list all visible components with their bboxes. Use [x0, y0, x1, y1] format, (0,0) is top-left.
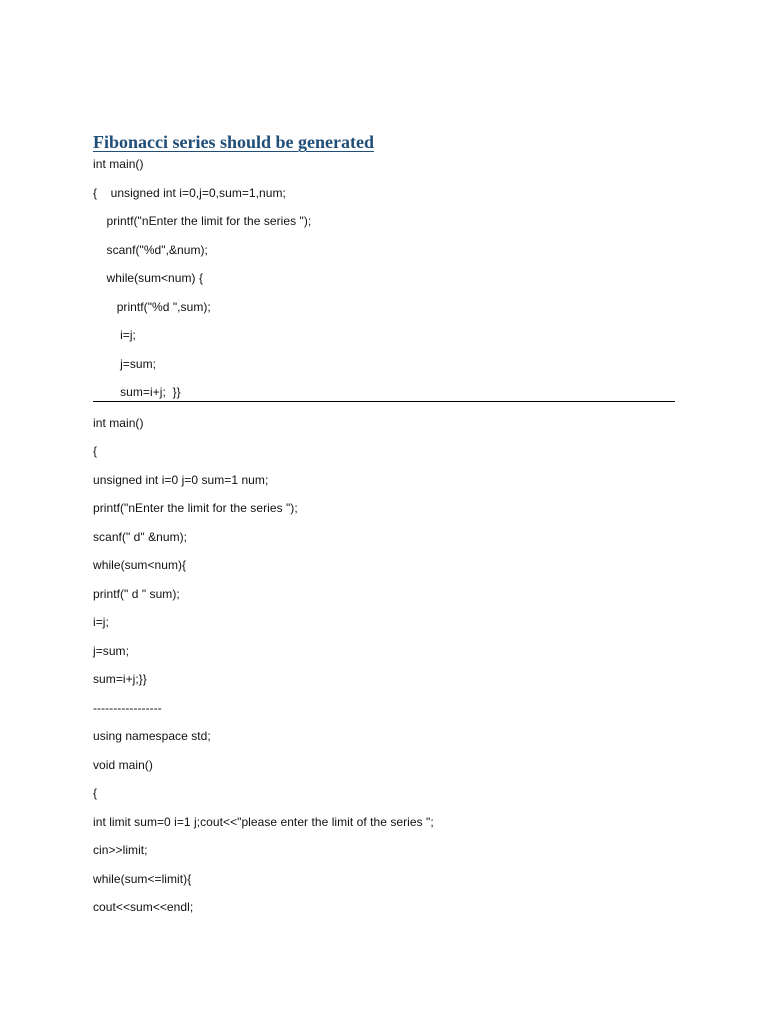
code-line: while(sum<num){ [93, 558, 187, 572]
code-line: sum=i+j; }} [93, 385, 181, 399]
page-title: Fibonacci series should be generated [93, 132, 374, 152]
code-line: printf("nEnter the limit for the series "); [93, 501, 298, 515]
horizontal-rule [93, 401, 675, 402]
code-line: while(sum<num) { [93, 271, 204, 285]
code-line: while(sum<=limit){ [93, 872, 192, 886]
code-line: printf("nEnter the limit for the series "); [93, 214, 312, 228]
code-line: { [93, 786, 98, 800]
code-line: { [93, 444, 98, 458]
code-line: printf(" d " sum); [93, 587, 180, 601]
code-line: scanf("%d",&num); [93, 243, 208, 257]
code-line: j=sum; [93, 357, 157, 371]
separator-dashes: ----------------- [93, 701, 162, 715]
code-line: unsigned int i=0 j=0 sum=1 num; [93, 473, 269, 487]
code-line: using namespace std; [93, 729, 211, 743]
code-line: i=j; [93, 328, 136, 342]
code-line: { unsigned int i=0,j=0,sum=1,num; [93, 186, 286, 200]
code-line: int limit sum=0 i=1 j;cout<<"please enter the limit of the series "; [93, 815, 434, 829]
code-line: int main() [93, 416, 144, 430]
code-line: cin>>limit; [93, 843, 148, 857]
code-line: scanf(" d" &num); [93, 530, 188, 544]
code-line: int main() [93, 157, 144, 171]
code-line: cout<<sum<<endl; [93, 900, 194, 914]
code-line: i=j; [93, 615, 109, 629]
code-line: printf("%d ",sum); [93, 300, 211, 314]
code-line: j=sum; [93, 644, 129, 658]
code-line: sum=i+j;}} [93, 672, 147, 686]
code-line: void main() [93, 758, 153, 772]
